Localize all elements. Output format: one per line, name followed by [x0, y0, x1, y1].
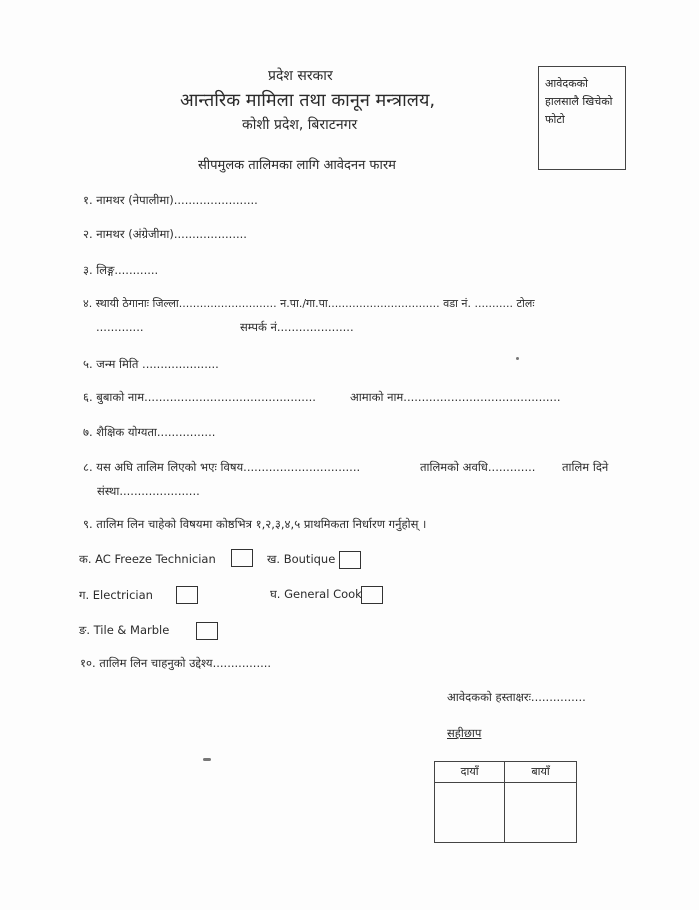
scan-mark	[203, 758, 211, 761]
field-birth-date[interactable]: ५. जन्म मिति .....................	[83, 357, 219, 371]
thumbprint-title: सहीछाप	[447, 726, 482, 740]
photo-box-text: आवेदकको हालसालै खिचेको फोटो	[545, 77, 613, 126]
option-boutique-label: ख. Boutique	[267, 552, 336, 566]
field-contact-number[interactable]: सम्पर्क नं.....................	[240, 320, 354, 334]
signature-field[interactable]: आवेदकको हस्ताक्षरः...............	[447, 690, 586, 704]
field-education[interactable]: ७. शैक्षिक योग्यता................	[83, 425, 216, 439]
option-boutique-box[interactable]	[339, 551, 361, 569]
priority-instruction: ९. तालिम लिन चाहेको विषयमा कोष्ठभित्र १,२,३,४,५ प्राथमिकता निर्धारण गर्नुहोस् ।	[83, 517, 427, 531]
ministry-name: आन्तरिक मामिला तथा कानून मन्त्रालय,	[180, 90, 436, 111]
field-tole[interactable]: .............	[96, 320, 144, 334]
header-line-1: प्रदेश सरकार	[268, 68, 333, 84]
field-previous-training[interactable]: ८. यस अघि तालिम लिएको भएः विषय................................	[83, 460, 361, 474]
field-name-english[interactable]: २. नामथर (अंग्रेजीमा)....................	[83, 227, 247, 241]
right-thumb-header: दायाँ	[435, 762, 505, 783]
option-general-cook-label: घ. General Cook	[270, 587, 362, 601]
option-electrician-box[interactable]	[176, 586, 198, 604]
field-training-purpose[interactable]: १०. तालिम लिन चाहनुको उद्देश्य................	[80, 656, 272, 670]
right-thumb-cell[interactable]	[435, 783, 505, 843]
option-ac-freeze-box[interactable]	[231, 549, 253, 567]
field-permanent-address[interactable]: ४. स्थायी ठेगानाः जिल्ला............................ न.पा./गा.पा................................ वडा नं. ........... टोलः	[83, 297, 535, 310]
form-title: सीपमुलक तालिमका लागि आवेदनन फारम	[198, 158, 396, 173]
scan-mark	[516, 357, 519, 360]
photo-box	[538, 66, 626, 170]
field-training-duration[interactable]: तालिमको अवधि.............	[420, 460, 536, 474]
left-thumb-cell[interactable]	[505, 783, 577, 843]
field-gender[interactable]: ३. लिङ्ग............	[83, 263, 159, 277]
option-tile-marble-box[interactable]	[196, 622, 218, 640]
thumbprint-table	[434, 761, 577, 843]
option-tile-marble-label: ङ. Tile & Marble	[79, 623, 170, 637]
option-general-cook-box[interactable]	[361, 586, 383, 604]
field-mother-name[interactable]: आमाको नाम...........................................	[350, 390, 561, 404]
left-thumb-header: बायाँ	[505, 762, 577, 783]
field-father-name[interactable]: ६. बुबाको नाम...............................................	[83, 390, 316, 404]
field-name-nepali[interactable]: १. नामथर (नेपालीमा).......................	[83, 193, 258, 207]
field-training-org[interactable]: संस्था......................	[97, 484, 200, 498]
option-electrician-label: ग. Electrician	[79, 588, 153, 602]
field-training-org-label: तालिम दिने	[562, 460, 609, 474]
option-ac-freeze-label: क. AC Freeze Technician	[79, 552, 216, 566]
header-line-3: कोशी प्रदेश, बिराटनगर	[242, 117, 358, 133]
